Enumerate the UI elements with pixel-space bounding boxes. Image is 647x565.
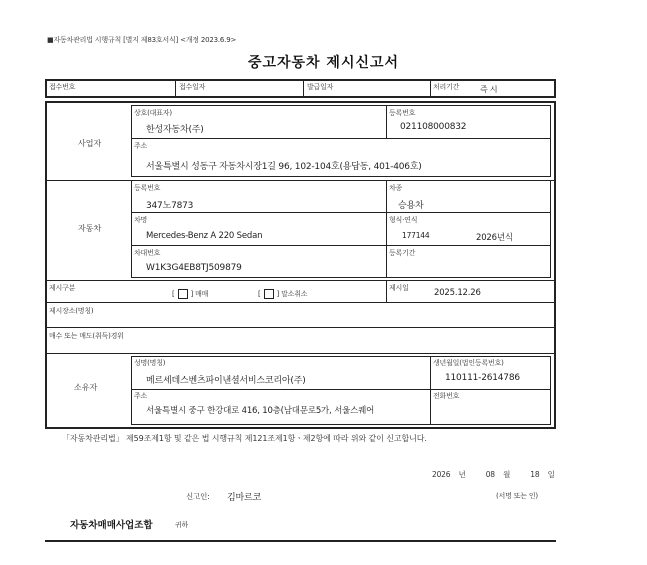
receipt-no-label: 접수번호 <box>49 83 76 91</box>
sale-label: 매매 <box>195 290 209 298</box>
owner-phone-label: 전화번호 <box>433 392 460 400</box>
vehicle-regno-label: 등록번호 <box>134 184 161 192</box>
owner-name-value: 메르세데스벤츠파이낸셜서비스코리아(주) <box>146 376 306 386</box>
issue-date-label: 발급일자 <box>307 83 334 91</box>
presentation-place-label: 제시장소(명칭) <box>49 307 94 315</box>
business-reg-value: 021108000832 <box>400 122 467 132</box>
vehicle-form-year-label: 형식·연식 <box>389 216 418 224</box>
signer-label: 신고인: <box>186 492 210 501</box>
page-title: 중고자동차 제시신고서 <box>247 55 400 71</box>
presentation-date-label: 제시일 <box>389 284 409 292</box>
processing-label: 처리기간 <box>433 83 460 91</box>
date-line <box>432 469 555 480</box>
date-month-unit: 월 <box>503 470 511 479</box>
business-addr-value: 서울특별시 성동구 자동차시장1길 96, 102-104호(용답동, 401-406호) <box>146 162 422 172</box>
vehicle-section-label: 자동차 <box>78 224 102 233</box>
vehicle-model-value: Mercedes-Benz A 220 Sedan <box>146 231 263 241</box>
owner-addr-label: 주소 <box>134 392 148 400</box>
vehicle-regno-value: 347노7873 <box>146 201 194 211</box>
recipient-suffix: 귀하 <box>175 521 189 529</box>
cancel-checkbox[interactable] <box>264 289 274 299</box>
business-section-label: 사업자 <box>78 139 102 148</box>
presentation-reason-label: 매수 또는 매도(취득)경위 <box>49 332 124 340</box>
owner-section-label: 소유자 <box>74 383 98 392</box>
declaration-text: 「자동차관리법」 제59조제1항 및 같은 법 시행규칙 제121조제1항ㆍ제2항에 따라 위와 같이 신고합니다. <box>62 434 427 443</box>
owner-addr-value: 서울특별시 중구 한강대로 416, 10층(남대문로5가, 서울스퀘어 <box>146 406 375 416</box>
receipt-date-label: 접수일자 <box>179 83 206 91</box>
date-year: 2026 <box>432 470 451 479</box>
option-cancel[interactable]: [ ] 말소취소 <box>258 290 308 298</box>
vehicle-vin-value: W1K3G4EB8TJ509879 <box>146 263 242 273</box>
vehicle-form-value: 177144 <box>402 231 430 240</box>
business-addr-label: 주소 <box>134 142 148 150</box>
signer-sign-note: (서명 또는 인) <box>496 492 538 500</box>
date-day-unit: 일 <box>547 470 555 479</box>
vehicle-reg-period-label: 등록기간 <box>389 249 416 257</box>
presentation-date-value: 2025.12.26 <box>434 288 481 298</box>
form-reference: ■자동차관리법 시행규칙 [별지 제83호서식] <개정 2023.6.9> <box>47 36 237 44</box>
sale-checkbox[interactable] <box>178 289 188 299</box>
signer-name: 김마르코 <box>227 493 261 503</box>
option-sale[interactable]: [ ] 매매 <box>172 290 209 298</box>
date-day: 18 <box>530 470 540 479</box>
processing-value: 즉 시 <box>480 85 498 94</box>
date-year-unit: 년 <box>458 470 466 479</box>
vehicle-type-value: 승용차 <box>398 201 424 211</box>
cancel-label: 말소취소 <box>281 290 308 298</box>
owner-birth-label: 생년월일(법인등록번호) <box>433 359 504 367</box>
vehicle-year-value: 2026년식 <box>476 233 513 243</box>
owner-birth-value: 110111-2614786 <box>445 373 520 383</box>
owner-name-label: 성명(명칭) <box>134 359 166 367</box>
vehicle-type-label: 차종 <box>389 184 403 192</box>
business-name-label: 상호(대표자) <box>134 109 172 117</box>
vehicle-vin-label: 차대번호 <box>134 249 161 257</box>
presentation-type-label: 제시구분 <box>49 284 76 292</box>
vehicle-model-label: 차명 <box>134 216 148 224</box>
date-month: 08 <box>485 470 495 479</box>
business-reg-label: 등록번호 <box>389 109 416 117</box>
business-name-value: 한성자동차(주) <box>146 125 204 135</box>
recipient-name: 자동차매매사업조합 <box>70 520 153 531</box>
